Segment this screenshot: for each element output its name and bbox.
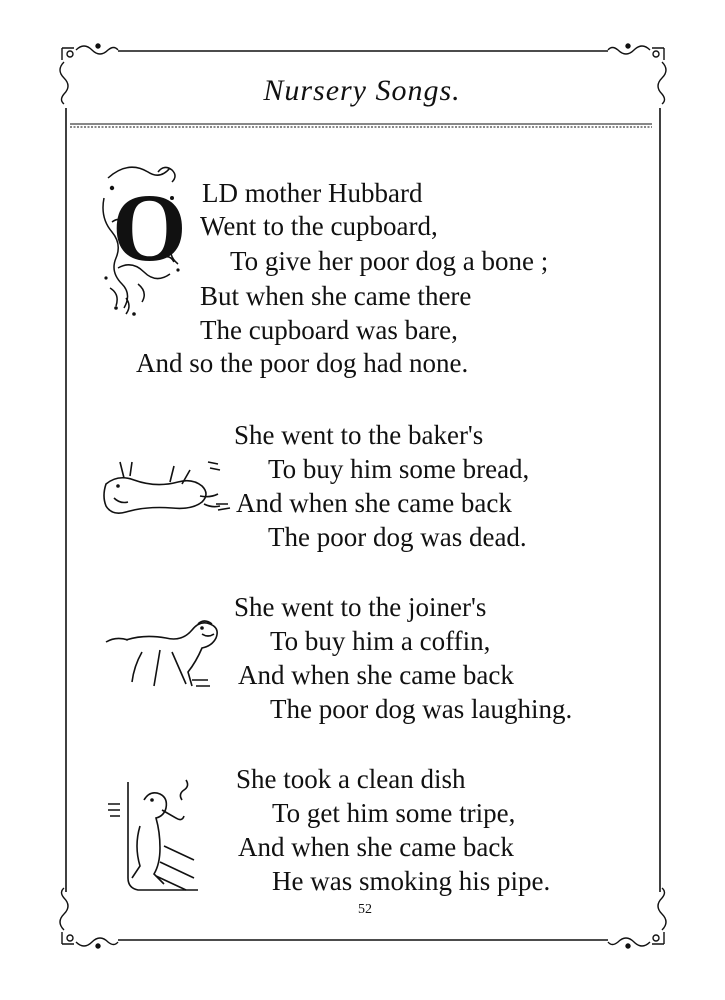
stanza-3-line-4: The poor dog was laughing.	[270, 694, 573, 724]
page-title: Nursery Songs.	[263, 74, 461, 107]
stanza-1-line-1: LD mother Hubbard	[202, 178, 423, 208]
stanza-2-line-4: The poor dog was dead.	[268, 522, 527, 552]
ornamental-drop-cap	[98, 158, 188, 323]
stanza-1-line-6: And so the poor dog had none.	[136, 348, 469, 378]
stanza-1-line-3: To give her poor dog a bone ;	[230, 246, 549, 276]
stanza-2-line-2: To buy him some bread,	[268, 454, 530, 484]
stanza-4-line-2: To get him some tripe,	[272, 798, 516, 828]
dog-smoking-pipe-illustration	[100, 776, 212, 896]
drop-cap-letter: O	[112, 174, 187, 281]
stanza-3-line-3: And when she came back	[238, 660, 514, 690]
corner-ornament-bottom-left	[60, 888, 118, 948]
corner-ornament-bottom-right	[608, 888, 666, 948]
stanza-4-line-1: She took a clean dish	[236, 764, 466, 794]
stanza-2-line-3: And when she came back	[236, 488, 512, 518]
dog-laughing-illustration	[102, 612, 226, 694]
stanza-4-line-3: And when she came back	[238, 832, 514, 862]
stanza-2-line-1: She went to the baker's	[234, 420, 484, 450]
stanza-1-line-2: Went to the cupboard,	[200, 211, 438, 241]
dog-lying-dead-illustration	[100, 456, 234, 520]
stanza-1-line-5: The cupboard was bare,	[200, 315, 458, 345]
stanza-3-line-1: She went to the joiner's	[234, 592, 487, 622]
stanza-4-line-4: He was smoking his pipe.	[272, 866, 551, 896]
stanza-3-line-2: To buy him a coffin,	[270, 626, 491, 656]
stanza-1-line-4: But when she came there	[200, 281, 472, 311]
page-number: 52	[358, 902, 372, 917]
